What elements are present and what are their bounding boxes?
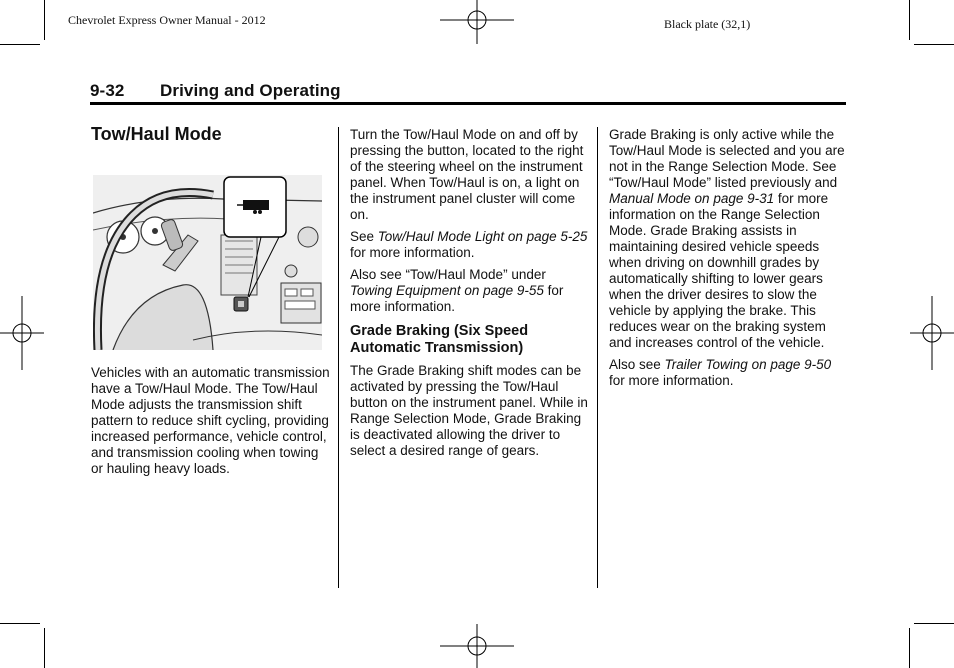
crop-mark bbox=[909, 0, 910, 40]
manual-title: Chevrolet Express Owner Manual - 2012 bbox=[68, 13, 266, 27]
paragraph bbox=[609, 127, 849, 351]
text: See bbox=[350, 229, 378, 244]
crop-mark bbox=[44, 0, 45, 40]
text: for more information. bbox=[609, 373, 734, 388]
text: for more information. bbox=[350, 245, 475, 260]
section-title: Driving and Operating bbox=[160, 81, 341, 100]
column-divider bbox=[597, 127, 598, 588]
text: Also see “Tow/Haul Mode” under bbox=[350, 267, 546, 282]
dashboard-illustration bbox=[93, 175, 322, 350]
section-header bbox=[90, 81, 846, 101]
registration-mark-right bbox=[910, 296, 954, 370]
paragraph bbox=[609, 357, 849, 389]
plate-label: Black plate (32,1) bbox=[664, 17, 751, 31]
text: for more information. bbox=[350, 283, 564, 314]
paragraph bbox=[350, 229, 590, 261]
text: Also see bbox=[609, 357, 665, 372]
column-divider bbox=[338, 127, 339, 588]
column-2 bbox=[350, 127, 590, 465]
text: for more information on the Range Selection Mode. Grade Braking assists in maintaining desired vehicle speeds when driving on downhill grades by automatically shifting to lower gears when the driver desires to slow the vehicle by applying the brake. This reduces wear on the braking system and increases control of the vehicle. bbox=[609, 191, 829, 350]
column-3 bbox=[609, 127, 849, 395]
subheading: Grade Braking (Six Speed Automatic Transmission) bbox=[350, 323, 529, 356]
paragraph: Turn the Tow/Haul Mode on and off by pressing the button, located to the right of the steering wheel on the instrument panel. When Tow/Haul is on, a light on the instrument panel cluster will come on. bbox=[350, 127, 584, 222]
cross-reference-link[interactable]: Manual Mode on page 9-31 bbox=[609, 191, 775, 206]
registration-mark-left bbox=[0, 296, 44, 370]
text: Grade Braking is only active while the Tow/Haul Mode is selected and you are not in the Range Selection Mode. See “Tow/Haul Mode” listed previously and bbox=[609, 127, 845, 190]
crop-mark bbox=[44, 628, 45, 668]
crop-mark bbox=[0, 623, 40, 624]
column-1 bbox=[91, 126, 331, 142]
registration-mark-top bbox=[440, 0, 514, 44]
crop-mark bbox=[914, 44, 954, 45]
cross-reference-link[interactable]: Tow/Haul Mode Light on page 5-25 bbox=[377, 229, 588, 244]
cross-reference-link[interactable]: Trailer Towing on page 9-50 bbox=[664, 357, 832, 372]
crop-mark bbox=[914, 623, 954, 624]
cross-reference-link[interactable]: Towing Equipment on page 9-55 bbox=[350, 283, 544, 298]
topic-heading: Tow/Haul Mode bbox=[91, 124, 222, 144]
header-rule bbox=[90, 102, 846, 105]
crop-mark bbox=[0, 44, 40, 45]
intro-paragraph: Vehicles with an automatic transmission have a Tow/Haul Mode. The Tow/Haul Mode adjusts the transmission shift pattern to reduce shift cycling, providing increased performance, vehicle control, and transmission cooling when towing or hauling heavy loads. bbox=[91, 365, 330, 476]
crop-mark bbox=[909, 628, 910, 668]
dashboard-drawing bbox=[93, 175, 322, 350]
paragraph bbox=[350, 267, 590, 315]
registration-mark-bottom bbox=[440, 624, 514, 668]
page-number: 9-32 bbox=[90, 81, 125, 100]
column-1-body bbox=[91, 365, 331, 483]
paragraph: The Grade Braking shift modes can be activated by pressing the Tow/Haul button on the instrument panel. While in Range Selection Mode, Grade Braking is deactivated allowing the driver to select a desired range of gears. bbox=[350, 363, 588, 458]
